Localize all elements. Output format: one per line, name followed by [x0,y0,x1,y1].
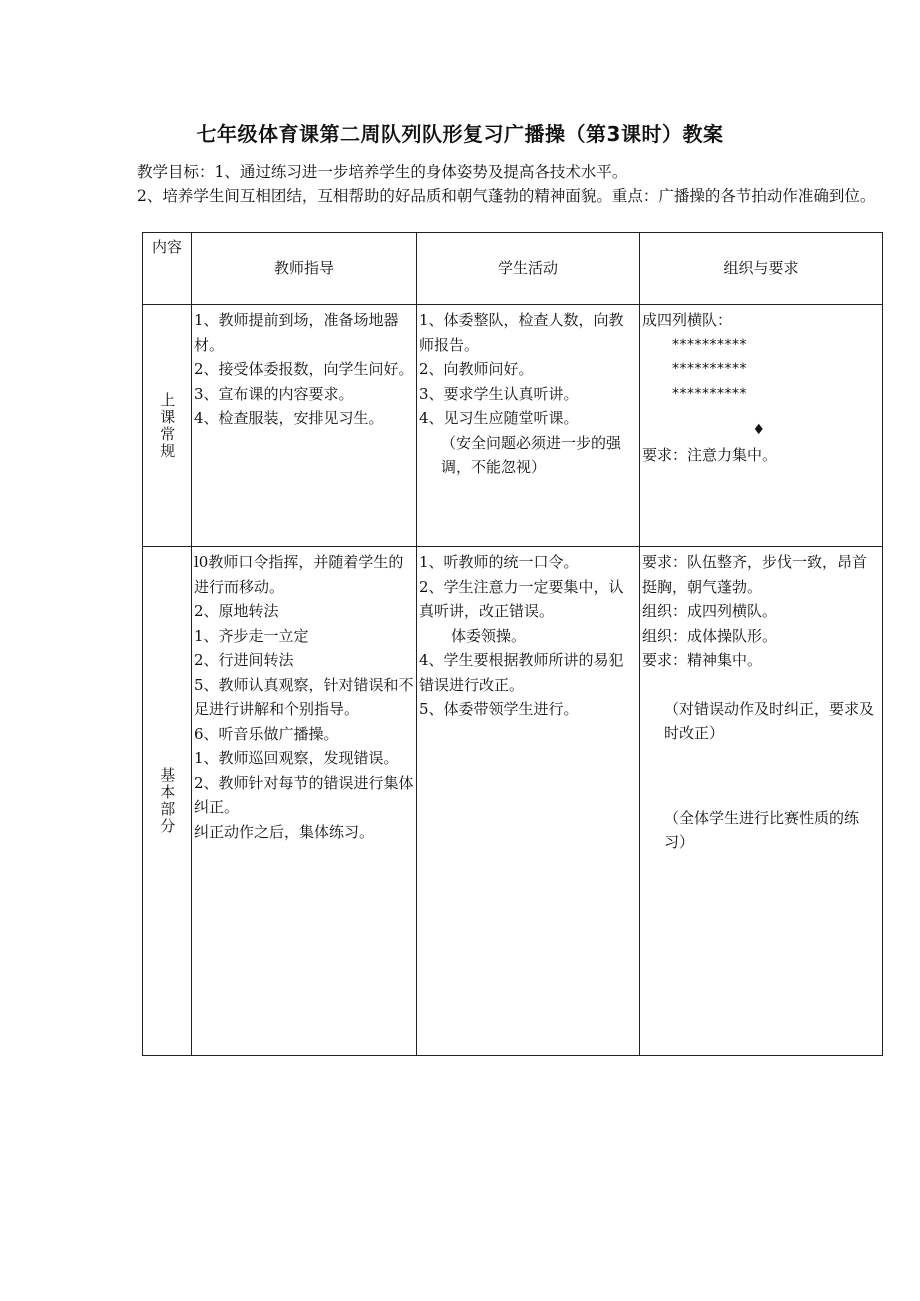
list-item: 1、教师提前到场，准备场地器材。 [194,311,399,354]
header-teacher-guidance: 教师指导 [192,233,417,305]
section-cell [143,305,192,547]
list-item: 5、教师认真观察，针对错误和不足进行讲解和个别指导。 [194,675,414,718]
teacher-cell [192,305,417,547]
student-cell [417,305,640,547]
list-item: 2、学生注意力一定要集中，认真听讲，改正错误。 [419,577,624,620]
list-item: （安全问题必须进一步的强调，不能忽视） [441,433,622,476]
header-organization-requirements: 组织与要求 [640,233,883,305]
list-item: 要求：队伍整齐，步伐一致，昂首挺胸，朝气蓬勃。 [642,553,868,596]
list-item: 3、要求学生认真听讲。 [419,384,579,403]
teaching-objective-line-1: 教学目标：1、通过练习进一步培养学生的身体姿势及提高各技术水平。 [137,163,628,181]
list-item: 1、教师巡回观察，发现错误。 [194,749,399,767]
list-item: 4、见习生应随堂听课。 [419,409,579,427]
section-label-routine: 上课常规 [158,391,177,460]
list-item: 纠正动作之后，集体练习。 [194,822,375,841]
list-item: （全体学生进行比赛性质的练习） [664,808,860,851]
teacher-position-marker: ♦ [752,422,765,438]
list-item: 2、原地转法 [194,602,279,620]
page-title: 七年级体育课第二周队列队形复习广播操（第3课时）教案 [196,122,724,146]
list-item: l0教师口令指挥，并随着学生的进行而移动。 [194,553,404,596]
list-item: 2、教师针对每节的错误进行集体纠正。 [194,773,414,816]
section-cell [143,547,192,1056]
list-item: 1、体委整队，检查人数，向教师报告。 [419,311,624,354]
list-item: 组织：成体操队形。 [642,626,778,645]
requirement-text: 要求：注意力集中。 [642,445,778,464]
list-item: 6、听音乐做广播操。 [194,724,339,743]
list-item: 3、宣布课的内容要求。 [194,384,354,403]
formation-row: ********** [672,336,747,353]
section-label-basic: 基本部分 [158,767,177,835]
formation-row: ********** [672,385,747,402]
header-student-activity: 学生活动 [417,233,640,305]
list-item: 2、行进间转法 [194,651,294,669]
formation-label: 成四列横队： [642,311,733,329]
table-row [143,547,883,1056]
list-item: 1、齐步走一立定 [194,626,309,645]
list-item: 4、学生要根据教师所讲的易犯错误进行改正。 [419,651,624,694]
formation-row: ********** [672,361,747,377]
table-header-row [143,233,883,305]
teacher-cell [192,547,417,1056]
list-item: 要求：精神集中。 [642,651,763,669]
table-row [143,305,883,547]
lesson-plan-table [142,232,883,1056]
list-item: 5、体委带领学生进行。 [419,700,579,718]
teaching-objective-line-2: 2、培养学生间互相团结，互相帮助的好品质和朝气蓬勃的精神面貌。重点：广播操的各节拍动作准确到位。 [137,187,876,205]
header-content: 内容 [143,233,192,305]
list-item: 体委领操。 [451,626,527,645]
list-item: 1、听教师的统一口令。 [419,553,579,571]
list-item: 4、检查服装，安排见习生。 [194,409,384,427]
organization-cell [640,305,883,547]
list-item: 2、接受体委报数，向学生问好。 [194,360,414,378]
list-item: 2、向教师问好。 [419,360,534,378]
list-item: 组织：成四列横队。 [642,602,778,620]
organization-cell [640,547,883,1056]
student-cell [417,547,640,1056]
list-item: （对错误动作及时纠正，要求及时改正） [664,699,875,742]
